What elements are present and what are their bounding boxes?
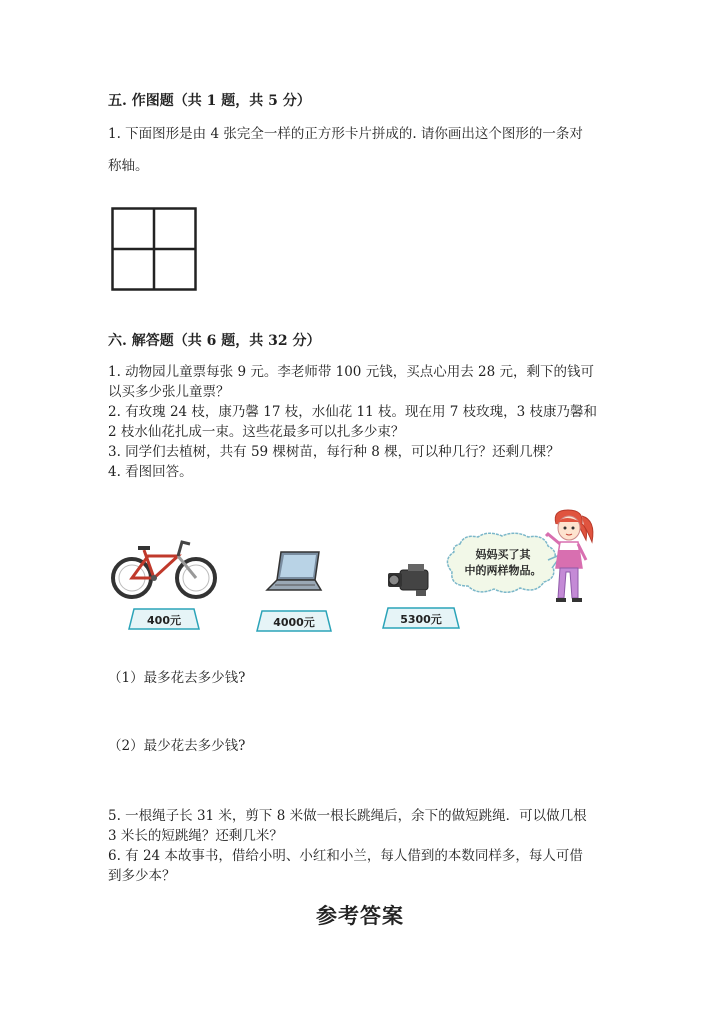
laptop-icon xyxy=(265,550,323,598)
answer-key-title: 参考答案 xyxy=(316,904,404,928)
laptop-price: 4000元 xyxy=(273,616,315,629)
camera-icon xyxy=(386,562,434,600)
section6-q2-line1: 2. 有玫瑰 24 枝，康乃馨 17 枝，水仙花 11 枝。现在用 7 枝玫瑰，3 枝康乃馨和 xyxy=(108,404,598,420)
section5-heading: 五. 作图题（共 1 题，共 5 分） xyxy=(108,93,311,109)
bicycle-icon xyxy=(108,536,220,602)
section6-heading: 六. 解答题（共 6 题，共 32 分） xyxy=(108,333,321,349)
bubble-line1: 妈妈买了其 xyxy=(475,548,531,561)
section6-q6-line1: 6. 有 24 本故事书，借给小明、小红和小兰，每人借到的本数同样多，每人可借 xyxy=(108,848,583,864)
section6-q1-line2: 以买多少张儿童票？ xyxy=(108,384,230,400)
q4-sub2: （2）最少花去多少钱? xyxy=(108,738,246,754)
q4-sub1: （1）最多花去多少钱? xyxy=(108,670,246,686)
section6-q5-line2: 3 米长的短跳绳？还剩几米？ xyxy=(108,828,283,844)
girl-character-icon xyxy=(542,506,598,606)
section5-q1-line2: 称轴。 xyxy=(108,158,149,174)
section6-q1-line1: 1. 动物园儿童票每张 9 元。李老师带 100 元钱，买点心用去 28 元，剩下的钱可 xyxy=(108,364,594,380)
section6-q5-line1: 5. 一根绳子长 31 米，剪下 8 米做一根长跳绳后，余下的做短跳绳．可以做几根 xyxy=(108,808,587,824)
square-cards-figure xyxy=(111,207,197,291)
section6-q6-line2: 到多少本？ xyxy=(108,868,176,884)
section6-q4: 4. 看图回答。 xyxy=(108,464,193,480)
section6-q2-line2: 2 枝水仙花扎成一束。这些花最多可以扎多少束？ xyxy=(108,424,405,440)
bicycle-price: 400元 xyxy=(147,614,181,627)
camera-price: 5300元 xyxy=(400,613,442,626)
section5-q1-line1: 1. 下面图形是由 4 张完全一样的正方形卡片拼成的. 请你画出这个图形的一条对 xyxy=(108,126,583,142)
bubble-line2: 中的两样物品。 xyxy=(464,564,542,577)
section6-q3: 3. 同学们去植树，共有 59 棵树苗，每行种 8 棵，可以种几行？还剩几棵？ xyxy=(108,444,560,460)
